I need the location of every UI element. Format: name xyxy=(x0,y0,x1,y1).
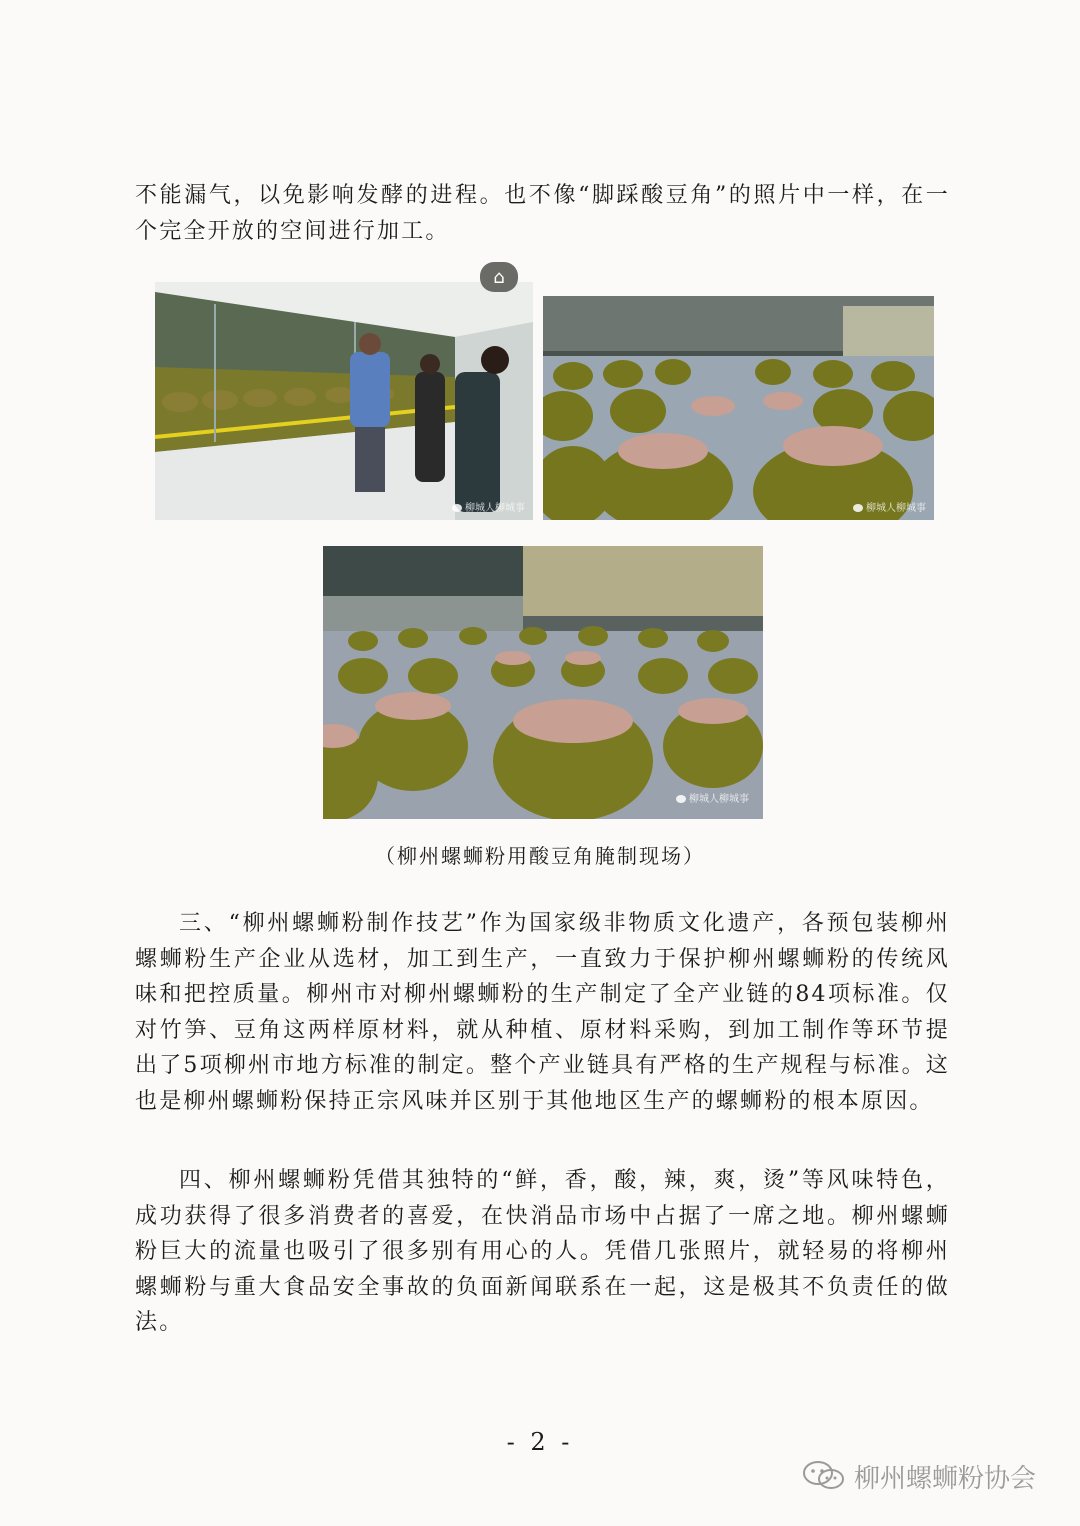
page-number: - 2 - xyxy=(506,1428,574,1456)
paragraph-section-four: 四、柳州螺蛳粉凭借其独特的“鲜，香，酸，辣，爽，烫”等风味特色，成功获得了很多消费者的喜爱，在快消品市场中占据了一席之地。柳州螺蛳粉巨大的流量也吸引了很多别有用心的人。凭借几张照片，就轻易的将柳州螺蛳粉与重大食品安全事故的负面新闻联系在一起，这是极其不负责任的做法。 xyxy=(135,1168,950,1336)
photo3-watermark: 柳城人柳城事 xyxy=(676,790,749,805)
home-icon: ⌂ xyxy=(493,266,505,288)
wechat-icon xyxy=(802,1460,846,1492)
photo-jar-warehouse-2 xyxy=(323,546,763,819)
photo-jar-warehouse-1 xyxy=(543,296,934,520)
photo-corridor-visit xyxy=(155,282,533,520)
photo-caption: （柳州螺蛳粉用酸豆角腌制现场） xyxy=(375,844,705,868)
photo1-watermark: 柳城人柳城事 xyxy=(452,499,525,514)
account-name: 柳州螺蛳粉协会 xyxy=(854,1463,1037,1494)
paragraph-section-three: 三、“柳州螺蛳粉制作技艺”作为国家级非物质文化遗产，各预包装柳州螺蛳粉生产企业从选材，加工到生产，一直致力于保护柳州螺蛳粉的传统风味和把控质量。柳州市对柳州螺蛳粉的生产制定了全产业链的84项标准。仅对竹笋、豆角这两样原材料，就从种植、原材料采购，到加工制作等环节提出了5项柳州市地方标准的制定。整个产业链具有严格的生产规程与标准。这也是柳州螺蛳粉保持正宗风味并区别于其他地区生产的螺蛳粉的根本原因。 xyxy=(135,911,950,1114)
home-button[interactable] xyxy=(480,262,518,292)
photo2-watermark: 柳城人柳城事 xyxy=(853,499,926,514)
account-watermark xyxy=(802,1456,1036,1496)
paragraph-intro: 不能漏气，以免影响发酵的进程。也不像“脚踩酸豆角”的照片中一样，在一个完全开放的空间进行加工。 xyxy=(135,183,950,244)
